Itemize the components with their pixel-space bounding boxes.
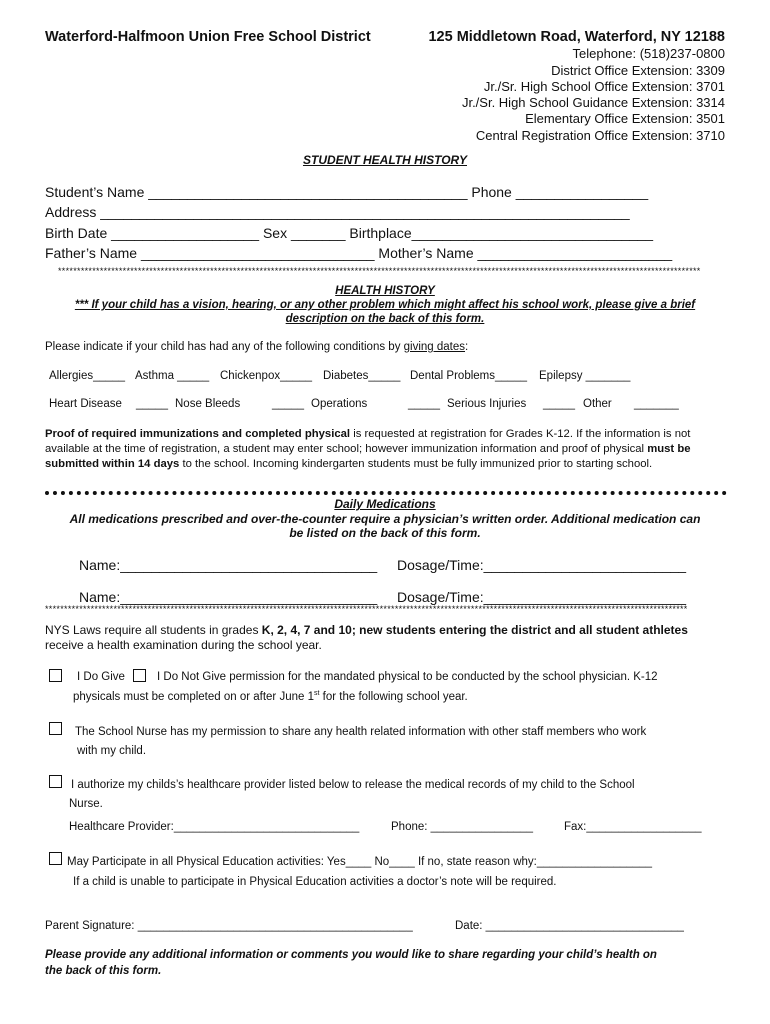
instruction-underlined: giving dates — [403, 341, 466, 353]
contact-hs-guidance: Jr./Sr. High School Guidance Extension: 3314 — [461, 95, 725, 110]
condition-dental[interactable]: Dental Problems_____ — [410, 370, 527, 382]
physical-not-give-label: I Do Not Give permission for the mandated physical to be conducted by the school physician. K-12 — [157, 671, 658, 683]
nys-bold: K, 2, 4, 7 and 10; new students entering the district and all student athletes — [261, 623, 688, 637]
provider-fax-field[interactable]: Fax:__________________ — [564, 821, 702, 833]
healthcare-provider-field[interactable]: Healthcare Provider:_____________________________ — [69, 821, 360, 833]
separator-stars: ************************************************************************************************************************************************************************* — [58, 266, 701, 276]
physical-line-2 — [73, 690, 468, 703]
checkbox-release[interactable] — [49, 775, 62, 788]
immunization-text-2: to the school. Incoming kindergarten students must be fully immunized prior to starting school. — [179, 458, 653, 470]
provider-phone-field[interactable]: Phone: ________________ — [391, 821, 533, 833]
health-history-title: HEALTH HISTORY — [335, 285, 435, 297]
condition-serious-injuries: Serious Injuries — [447, 398, 527, 410]
condition-chickenpox[interactable]: Chickenpox_____ — [220, 370, 313, 382]
medication-dosage-1[interactable]: Dosage/Time:__________________________ — [397, 557, 687, 573]
physical-sup: st — [314, 690, 320, 697]
instruction-suffix: : — [465, 341, 469, 353]
condition-nose-bleeds-blank[interactable]: _____ — [272, 398, 304, 410]
parents-name-line[interactable]: Father’s Name ______________________________ Mother’s Name _________________________ — [45, 245, 673, 261]
physical-line-2b: for the following school year. — [319, 690, 468, 703]
health-history-notice-1: *** If your child has a vision, hearing, or any other problem which might affect his school work, please give a brief — [74, 299, 696, 311]
conditions-instruction — [45, 341, 468, 353]
contact-district-office: District Office Extension: 3309 — [551, 63, 725, 78]
immunization-bold-2: must be submitted within 14 days — [45, 443, 691, 470]
contact-registration: Central Registration Office Extension: 3710 — [475, 128, 725, 143]
condition-serious-injuries-blank[interactable]: _____ — [543, 398, 575, 410]
condition-operations: Operations — [311, 398, 368, 410]
separator-stars-2: ************************************************************************************************************************************************************************* — [45, 604, 688, 614]
medications-notice-2: be listed on the back of this form. — [289, 526, 481, 540]
contact-telephone: Telephone: (518)237-0800 — [572, 46, 725, 61]
medication-dosage-2[interactable]: Dosage/Time:__________________________ — [397, 589, 687, 605]
condition-other-blank[interactable]: _______ — [634, 398, 679, 410]
birth-sex-birthplace-line[interactable]: Birth Date ___________________ Sex _______ Birthplace_______________________________ — [45, 225, 653, 241]
instruction-text: Please indicate if your child has had any of the following conditions by — [45, 341, 404, 353]
condition-heart-disease-blank[interactable]: _____ — [136, 398, 168, 410]
condition-diabetes[interactable]: Diabetes_____ — [323, 370, 401, 382]
nys-law-line-1 — [45, 623, 688, 637]
checkbox-pe[interactable] — [49, 852, 62, 865]
condition-operations-blank[interactable]: _____ — [408, 398, 440, 410]
immunization-paragraph — [45, 427, 727, 472]
form-title: STUDENT HEALTH HISTORY — [302, 153, 467, 167]
health-history-notice-2: description on the back of this form. — [285, 313, 485, 325]
signature-date-field[interactable]: Date: _______________________________ — [455, 920, 684, 932]
condition-asthma[interactable]: Asthma _____ — [135, 370, 210, 382]
condition-heart-disease: Heart Disease — [49, 398, 122, 410]
physical-line-2a: physicals must be completed on or after June 1 — [73, 690, 314, 703]
medication-name-2[interactable]: Name:_________________________________ — [79, 589, 378, 605]
checkbox-not-give[interactable] — [133, 669, 146, 682]
physical-give-label: I Do Give — [77, 671, 125, 683]
immunization-text-1: is requested at registration for Grades K-12. If the information is not available at the time of registration, a student may enter school; however immunization information and proof of physical — [45, 428, 691, 455]
medications-notice-1: All medications prescribed and over-the-counter require a physician’s written order. Additional medication can — [69, 512, 701, 526]
pe-participation-line[interactable]: May Participate in all Physical Education activities: Yes____ No____ If no, state reason why:__________________ — [67, 856, 652, 868]
condition-allergies[interactable]: Allergies_____ — [49, 370, 126, 382]
checkbox-share[interactable] — [49, 722, 62, 735]
contact-elementary: Elementary Office Extension: 3501 — [525, 111, 725, 126]
footer-note-line-1: Please provide any additional information or comments you would like to share regarding your child’s health on — [45, 949, 657, 961]
release-line-2: Nurse. — [69, 798, 103, 810]
condition-epilepsy[interactable]: Epilepsy _______ — [539, 370, 631, 382]
checkbox-give[interactable] — [49, 669, 62, 682]
pe-note-line: If a child is unable to participate in Physical Education activities a doctor’s note will be required. — [73, 876, 557, 888]
dotted-divider — [45, 491, 727, 495]
student-name-phone-line[interactable]: Student’s Name _________________________________________ Phone _________________ — [45, 184, 649, 200]
nys-law-line-2: receive a health examination during the school year. — [45, 638, 322, 652]
condition-other: Other — [583, 398, 612, 410]
nys-prefix: NYS Laws require all students in grades — [45, 623, 262, 637]
contact-hs-office: Jr./Sr. High School Office Extension: 3701 — [483, 79, 725, 94]
medication-name-1[interactable]: Name:_________________________________ — [79, 557, 378, 573]
address-line[interactable]: Address ____________________________________________________________________ — [45, 204, 630, 220]
immunization-bold-1: Proof of required immunizations and completed physical — [45, 428, 351, 440]
district-address: 125 Middletown Road, Waterford, NY 12188 — [428, 29, 725, 45]
release-line-1: I authorize my childs’s healthcare provider listed below to release the medical records of my child to the School — [71, 779, 635, 791]
condition-nose-bleeds: Nose Bleeds — [175, 398, 241, 410]
district-name: Waterford-Halfmoon Union Free School District — [45, 29, 371, 45]
medications-title: Daily Medications — [334, 497, 436, 511]
parent-signature-field[interactable]: Parent Signature: ___________________________________________ — [45, 920, 413, 932]
footer-note-line-2: the back of this form. — [45, 965, 162, 977]
share-permission-line-1: The School Nurse has my permission to share any health related information with other staff members who work — [75, 726, 647, 738]
share-permission-line-2: with my child. — [77, 745, 147, 757]
